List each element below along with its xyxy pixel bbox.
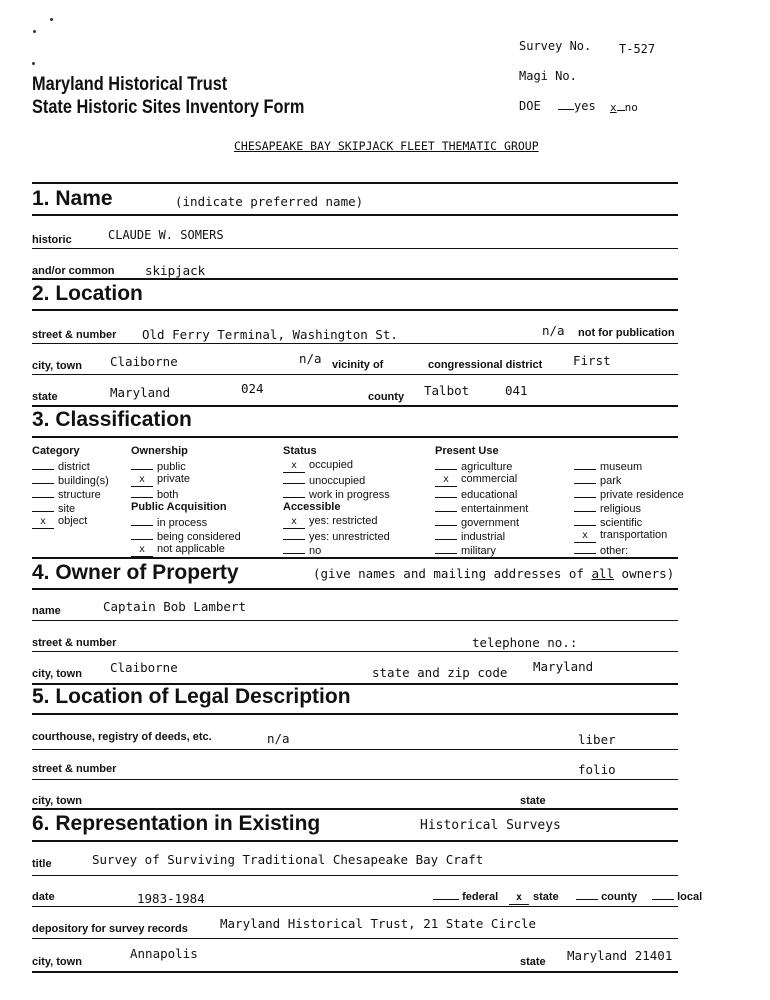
- checkbox-item[interactable]: unoccupied: [283, 472, 390, 486]
- vicinity-label: vicinity of: [332, 359, 384, 371]
- checkbox-item[interactable]: work in progress: [283, 486, 390, 500]
- present-use-column-2: [574, 458, 684, 556]
- section-rule: [32, 278, 678, 280]
- checkbox-item[interactable]: religious: [574, 500, 684, 514]
- survey-state-label: state: [520, 956, 546, 968]
- section5-heading: 5. Location of Legal Description: [32, 685, 351, 708]
- checkbox-item[interactable]: x not applicable: [131, 542, 241, 556]
- section-rule: [32, 840, 678, 842]
- checkbox-item[interactable]: district: [32, 458, 109, 472]
- checkbox-item[interactable]: agriculture: [435, 458, 528, 472]
- legal-state-label: state: [520, 795, 546, 807]
- checkbox-item[interactable]: x private: [131, 472, 241, 486]
- date-label: date: [32, 891, 55, 903]
- checkbox-item[interactable]: entertainment: [435, 500, 528, 514]
- checkbox-item[interactable]: educational: [435, 486, 528, 500]
- legal-city-label: city, town: [32, 795, 82, 807]
- liber-label: liber: [578, 732, 616, 747]
- checkbox-item[interactable]: being considered: [131, 528, 241, 542]
- checkbox-item[interactable]: building(s): [32, 472, 109, 486]
- congress-label: congressional district: [428, 359, 543, 371]
- street-value: Old Ferry Terminal, Washington St.: [142, 327, 398, 342]
- status-column: [283, 444, 390, 556]
- local-option[interactable]: local: [652, 891, 702, 903]
- scan-speck: [33, 30, 36, 33]
- courthouse-label: courthouse, registry of deeds, etc.: [32, 731, 212, 743]
- scan-speck: [50, 18, 53, 21]
- section-rule: [32, 309, 678, 311]
- section-rule: [32, 588, 678, 590]
- section1-note: (indicate preferred name): [175, 194, 364, 209]
- federal-option[interactable]: federal: [433, 891, 498, 903]
- ownership-title: Ownership: [131, 445, 188, 457]
- survey-state-value: Maryland 21401: [567, 948, 673, 963]
- ownership-column: [131, 444, 241, 556]
- historic-label: historic: [32, 234, 72, 246]
- section-rule: [32, 182, 678, 184]
- section6-heading: 6. Representation in Existing: [32, 812, 321, 835]
- common-label: and/or common: [32, 265, 115, 277]
- section-rule: [32, 214, 678, 216]
- line: [32, 374, 678, 375]
- telephone-label: telephone no.:: [472, 635, 578, 650]
- owner-name-value: Captain Bob Lambert: [103, 599, 246, 614]
- state-option[interactable]: x state: [509, 891, 559, 905]
- section4-heading: 4. Owner of Property: [32, 561, 239, 584]
- checkbox-item[interactable]: industrial: [435, 528, 528, 542]
- not-pub-value: n/a: [542, 323, 565, 338]
- owner-street-label: street & number: [32, 637, 117, 649]
- section1-heading: 1. Name: [32, 187, 113, 210]
- common-value: skipjack: [145, 263, 206, 278]
- section6-heading-cont: Historical Surveys: [420, 818, 561, 833]
- line: [32, 779, 678, 780]
- line: [32, 620, 678, 621]
- legal-street-label: street & number: [32, 763, 117, 775]
- line: [32, 248, 678, 249]
- section4-note: (give names and mailing addresses of all owners): [313, 566, 675, 581]
- street-label: street & number: [32, 329, 117, 341]
- line: [32, 651, 678, 652]
- state-zip-value: Maryland: [533, 659, 594, 674]
- survey-city-label: city, town: [32, 956, 82, 968]
- line: [32, 906, 678, 907]
- line: [32, 343, 678, 344]
- checkbox-item[interactable]: other:: [574, 542, 684, 556]
- not-pub-label: not for publication: [578, 327, 675, 339]
- section-rule: [32, 808, 678, 810]
- checkbox-item[interactable]: x occupied: [283, 458, 390, 472]
- county-code: 041: [505, 383, 528, 398]
- section3-heading: 3. Classification: [32, 408, 192, 431]
- historic-value: CLAUDE W. SOMERS: [108, 228, 224, 242]
- checkbox-item[interactable]: x object: [32, 514, 109, 528]
- survey-city-value: Annapolis: [130, 946, 198, 961]
- section-rule: [32, 436, 678, 438]
- checkbox-item[interactable]: military: [435, 542, 528, 556]
- checkbox-item[interactable]: park: [574, 472, 684, 486]
- doe-no: x no: [610, 101, 638, 114]
- section-rule: [32, 405, 678, 407]
- checkbox-item[interactable]: in process: [131, 514, 241, 528]
- owner-name-label: name: [32, 605, 61, 617]
- vicinity-value: n/a: [299, 351, 322, 366]
- survey-title-value: Survey of Surviving Traditional Chesapeake Bay Craft: [92, 852, 484, 867]
- checkbox-item[interactable]: x yes: restricted: [283, 514, 390, 528]
- line: [32, 938, 678, 939]
- city-label: city, town: [32, 360, 82, 372]
- checkbox-item[interactable]: yes: unrestricted: [283, 528, 390, 542]
- form-title-line2: State Historic Sites Inventory Form: [32, 97, 305, 118]
- doe-yes: yes: [558, 99, 596, 113]
- checkbox-item[interactable]: government: [435, 514, 528, 528]
- checkbox-item[interactable]: structure: [32, 486, 109, 500]
- checkbox-item[interactable]: public: [131, 458, 241, 472]
- present-use-title: Present Use: [435, 445, 499, 457]
- magi-no-label: Magi No.: [519, 69, 577, 83]
- line: [32, 749, 678, 750]
- congress-value: First: [573, 353, 611, 368]
- depository-label: depository for survey records: [32, 923, 188, 935]
- state-value: Maryland: [110, 385, 171, 400]
- state-code: 024: [241, 381, 264, 396]
- county-value: Talbot: [424, 383, 470, 398]
- section-rule: [32, 713, 678, 715]
- survey-no-label: Survey No.: [519, 39, 592, 53]
- doe-label: DOE: [519, 99, 541, 113]
- section2-heading: 2. Location: [32, 282, 143, 305]
- line: [32, 875, 678, 876]
- category-title: Category: [32, 445, 80, 457]
- folio-label: folio: [578, 762, 616, 777]
- owner-city-value: Claiborne: [110, 660, 178, 675]
- checkbox-item[interactable]: private residence: [574, 486, 684, 500]
- state-label: state: [32, 391, 58, 403]
- scan-speck: [32, 62, 35, 65]
- thematic-group: CHESAPEAKE BAY SKIPJACK FLEET THEMATIC GROUP: [234, 139, 539, 153]
- checkbox-item[interactable]: scientific: [574, 514, 684, 528]
- survey-title-label: title: [32, 858, 52, 870]
- checkbox-item[interactable]: site: [32, 500, 109, 514]
- survey-no-value: T-527: [619, 42, 656, 56]
- form-title-line1: Maryland Historical Trust: [32, 74, 228, 95]
- category-column: [32, 444, 109, 528]
- county-label: county: [368, 391, 405, 403]
- checkbox-item[interactable]: x commercial: [435, 472, 528, 486]
- section-rule: [32, 971, 678, 973]
- date-value: 1983-1984: [137, 891, 205, 906]
- checkbox-item[interactable]: no: [283, 542, 390, 556]
- owner-city-label: city, town: [32, 668, 82, 680]
- state-zip-label: state and zip code: [372, 665, 508, 680]
- checkbox-item[interactable]: x transportation: [574, 528, 684, 542]
- checkbox-item[interactable]: both: [131, 486, 241, 500]
- county-option[interactable]: county: [576, 891, 637, 903]
- acquisition-title: Public Acquisition: [131, 501, 227, 513]
- accessible-title: Accessible: [283, 501, 341, 513]
- depository-value: Maryland Historical Trust, 21 State Circle: [220, 916, 537, 931]
- checkbox-item[interactable]: museum: [574, 458, 684, 472]
- status-title: Status: [283, 445, 317, 457]
- city-value: Claiborne: [110, 354, 178, 369]
- courthouse-value: n/a: [267, 731, 290, 746]
- section-rule: [32, 557, 678, 559]
- present-use-column: [435, 444, 528, 556]
